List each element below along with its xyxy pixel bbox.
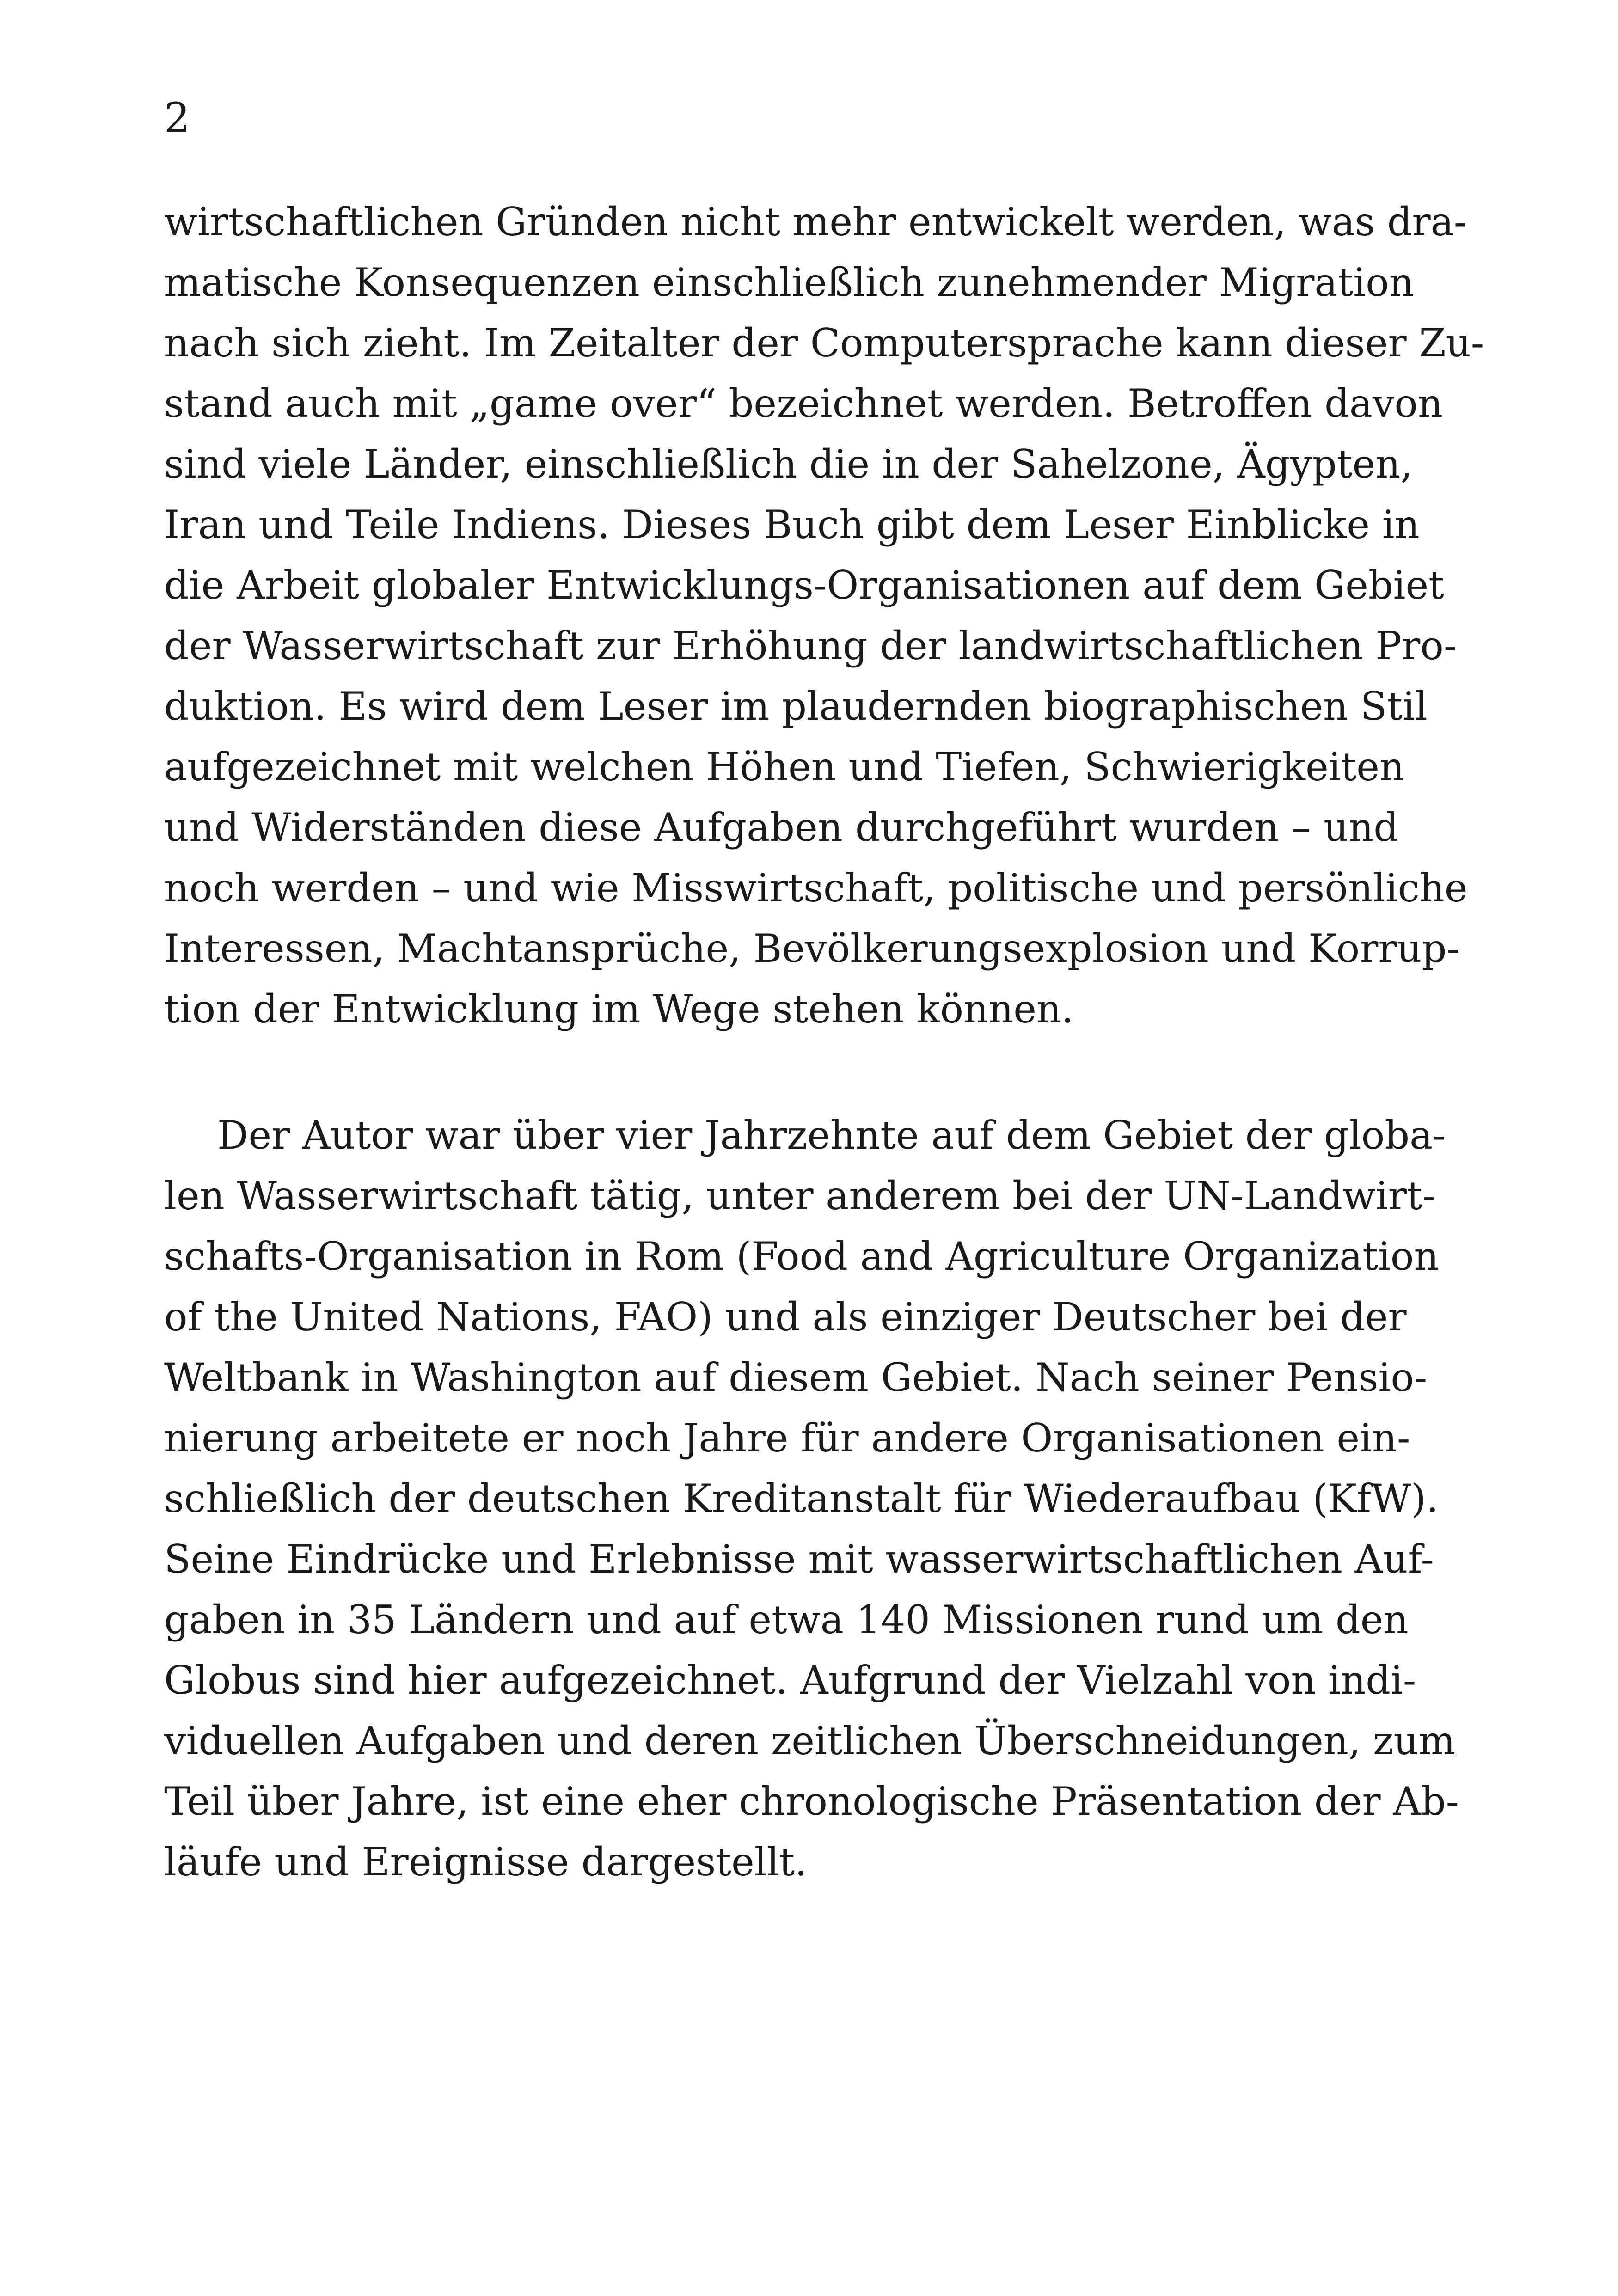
text-line: noch werden – und wie Misswirtschaft, politische und persönliche [164,865,1468,911]
text-line: Der Autor war über vier Jahrzehnte auf dem Gebiet der globa- [217,1113,1446,1158]
paragraph-2 [164,1105,1459,1892]
text-line: tion der Entwicklung im Wege stehen können. [164,986,1074,1032]
text-line: of the United Nations, FAO) und als einziger Deutscher bei der [164,1294,1407,1340]
text-line: die Arbeit globaler Entwicklungs-Organisationen auf dem Gebiet [164,563,1444,608]
text-line: Weltbank in Washington auf diesem Gebiet. Nach seiner Pensio- [164,1355,1428,1400]
text-line: Seine Eindrücke und Erlebnisse mit wasserwirtschaftlichen Auf- [164,1537,1434,1582]
text-line: Teil über Jahre, ist eine eher chronologische Präsentation der Ab- [164,1779,1459,1824]
text-line: schließlich der deutschen Kreditanstalt für Wiederaufbau (KfW). [164,1476,1439,1521]
text-line: duktion. Es wird dem Leser im plaudernden biographischen Stil [164,684,1428,729]
text-line: Iran und Teile Indiens. Dieses Buch gibt dem Leser Einblicke in [164,502,1420,547]
text-line: wirtschaftlichen Gründen nicht mehr entwickelt werden, was dra- [164,199,1467,245]
page-number: 2 [164,94,190,141]
body-text [164,192,1484,1892]
text-line: nach sich zieht. Im Zeitalter der Computersprache kann dieser Zu- [164,320,1484,366]
text-line: viduellen Aufgaben und deren zeitlichen Überschneidungen, zum [164,1718,1456,1763]
text-line: der Wasserwirtschaft zur Erhöhung der landwirtschaftlichen Pro- [164,623,1457,668]
text-line: matische Konsequenzen einschließlich zunehmender Migration [164,260,1414,305]
text-line: Interessen, Machtansprüche, Bevölkerungsexplosion und Korrup- [164,926,1460,971]
text-line: und Widerständen diese Aufgaben durchgeführt wurden – und [164,805,1398,850]
text-line: len Wasserwirtschaft tätig, unter anderem bei der UN-Landwirt- [164,1173,1436,1218]
text-line: Globus sind hier aufgezeichnet. Aufgrund der Vielzahl von indi- [164,1658,1416,1703]
text-line: sind viele Länder, einschließlich die in der Sahelzone, Ägypten, [164,441,1413,487]
text-line: schafts-Organisation in Rom (Food and Agriculture Organization [164,1234,1439,1279]
text-line: läufe und Ereignisse dargestellt. [164,1839,807,1885]
paragraph-1 [164,192,1484,1040]
text-line: nierung arbeitete er noch Jahre für andere Organisationen ein- [164,1415,1410,1461]
text-line: gaben in 35 Ländern und auf etwa 140 Missionen rund um den [164,1597,1409,1642]
text-line: stand auch mit „game over“ bezeichnet werden. Betroffen davon [164,381,1443,426]
text-line: aufgezeichnet mit welchen Höhen und Tiefen, Schwierigkeiten [164,744,1405,790]
